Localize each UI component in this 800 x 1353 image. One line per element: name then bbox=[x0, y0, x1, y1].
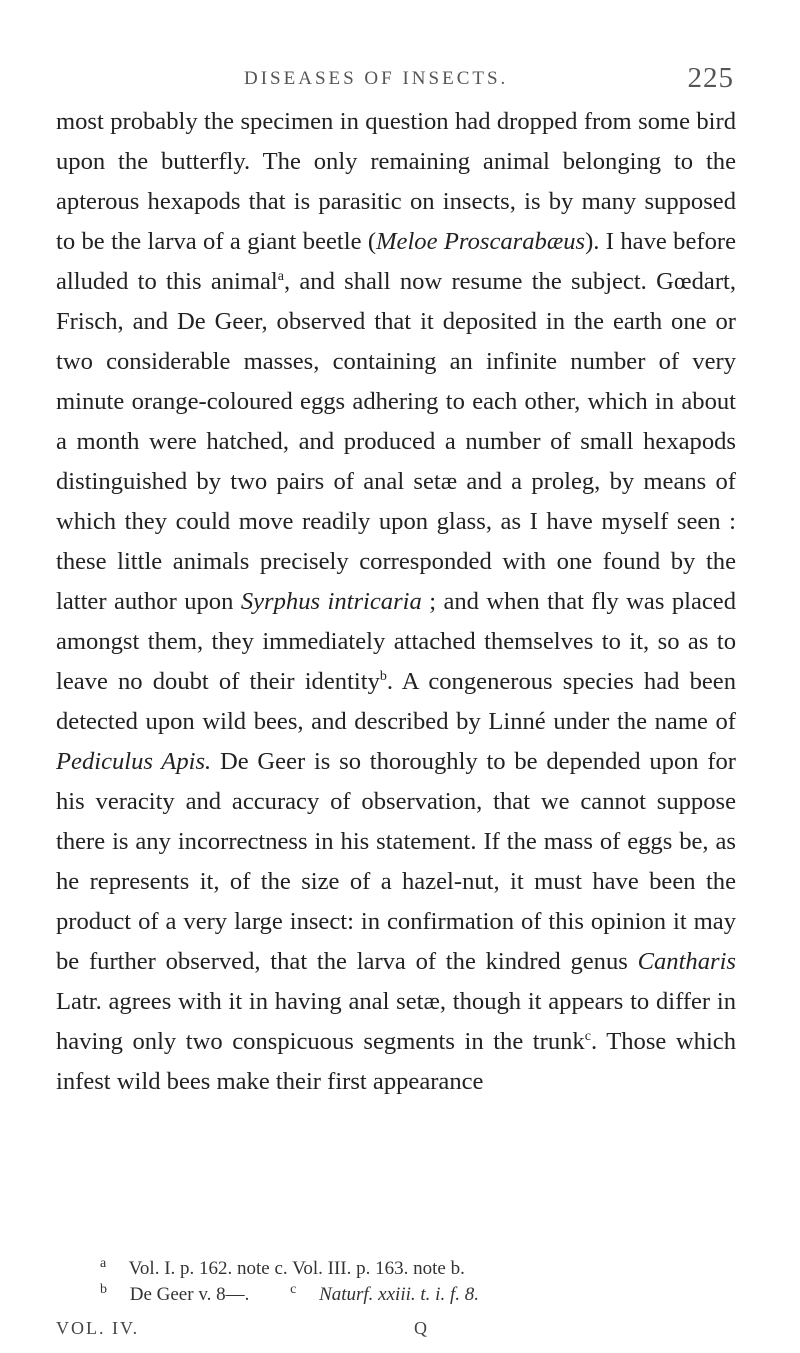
footnote-a bbox=[100, 1255, 483, 1279]
footnote-line bbox=[100, 1282, 760, 1308]
text-run: De Geer is so thoroughly to be depended upon for his veracity and accuracy of observation, that we cannot suppose there is any incorrectness in his statement. If the mass of eggs be, as he represents it, of the size of a hazel-nut, it must have been the product of a very large insect: in confirmation of this opinion it may be further observed, that the larva of the kindred genus bbox=[56, 748, 736, 975]
footnote-ref-c: c bbox=[584, 1028, 591, 1044]
volume-label: VOL. IV. bbox=[56, 1318, 140, 1338]
text-run: ; and when that fly was placed amongst them, they immediately attached themselves to it, so as to leave no doubt of their identity bbox=[56, 588, 736, 695]
signature-mark: Q bbox=[414, 1318, 427, 1338]
footnote-ref-a: a bbox=[277, 268, 284, 284]
footnotes bbox=[100, 1256, 760, 1308]
text-run: Latr. agrees with it in having anal setæ, though it appears to differ in having only two conspicuous segments in the trunk bbox=[56, 988, 736, 1055]
page-number: 225 bbox=[687, 62, 734, 94]
footnote-text: Vol. I. p. 162. note c. Vol. III. p. 163. note b. bbox=[128, 1258, 465, 1279]
text-run: , and shall now resume the subject. Gœdart, Frisch, and De Geer, observed that it deposited in the earth one or two considerable masses, containing an infinite number of very minute orange-coloured eggs adhering to each other, which in about a month were hatched, and produced a number of small hexapods distinguished by two pairs of anal setæ and a proleg, by means of which they could move readily upon glass, as I have myself seen : these little animals precisely corresponded with one found by the latter author upon bbox=[56, 268, 736, 615]
italic-taxon: Syrphus intricaria bbox=[240, 588, 422, 615]
footnote-mark: b bbox=[100, 1281, 107, 1297]
footnote-line bbox=[100, 1256, 760, 1282]
footnote-mark: a bbox=[100, 1255, 107, 1271]
text-run: . A congenerous species had been detected upon wild bees, and described by Linné under the name of bbox=[56, 668, 736, 735]
body-text bbox=[56, 102, 736, 1102]
footnote-mark: c bbox=[290, 1281, 297, 1297]
italic-taxon: Pediculus Apis. bbox=[56, 748, 212, 775]
footnote-c bbox=[290, 1281, 479, 1305]
running-title: DISEASES OF INSECTS. bbox=[244, 68, 509, 89]
italic-taxon: Meloe Proscarabæus bbox=[376, 228, 586, 255]
paragraph bbox=[56, 102, 736, 1102]
italic-taxon: Cantharis bbox=[637, 948, 736, 975]
text-run: . Those which infest wild bees make their first appearance bbox=[56, 1028, 736, 1095]
footnote-b bbox=[100, 1281, 267, 1305]
footnote-ref-b: b bbox=[379, 668, 387, 684]
running-header bbox=[118, 62, 734, 98]
footnote-text: Naturf. xxiii. t. i. f. 8. bbox=[319, 1284, 479, 1305]
footnote-text: De Geer v. 8—. bbox=[129, 1284, 250, 1305]
text-run: ). I have before alluded to this animal bbox=[56, 228, 736, 295]
text-run: most probably the specimen in question had dropped from some bird upon the butterfly. The only remaining animal belonging to the apterous hexapods that is parasitic on insects, is by many supposed to be the larva of a giant beetle ( bbox=[56, 108, 736, 255]
page-footer bbox=[56, 1318, 736, 1344]
